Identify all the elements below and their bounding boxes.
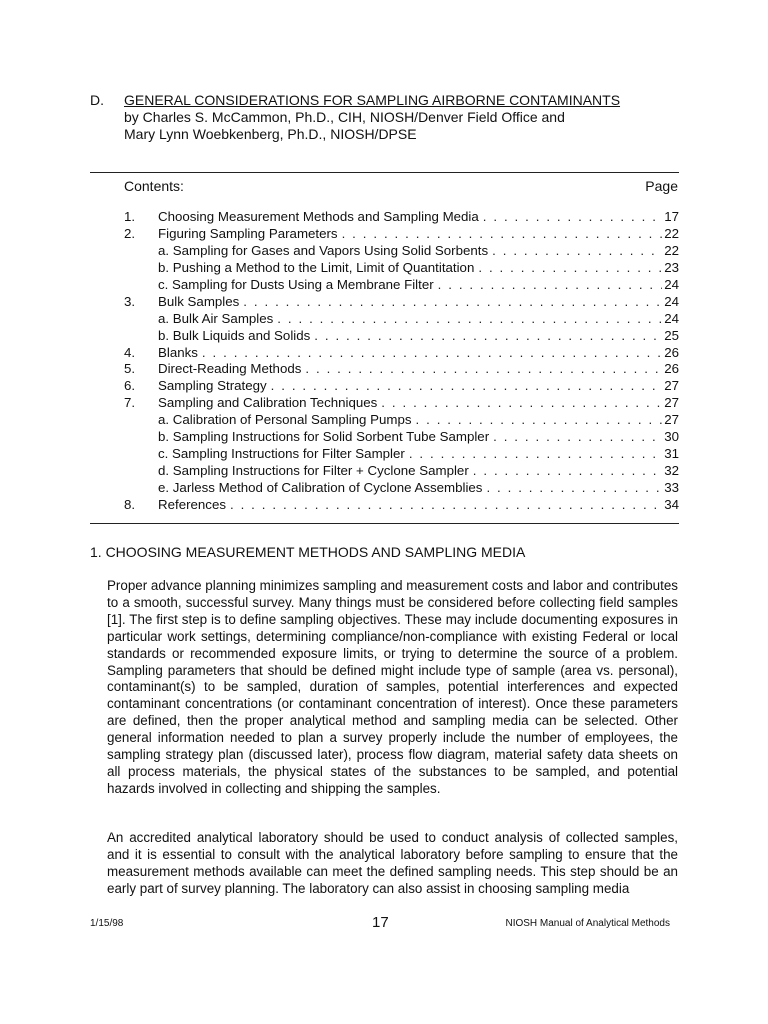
toc-leader-dots bbox=[438, 277, 663, 294]
toc-entry-number: 6. bbox=[124, 378, 136, 394]
toc-entry-title: Sampling and Calibration Techniques bbox=[158, 395, 378, 411]
toc-entry bbox=[124, 378, 679, 395]
toc-entry bbox=[124, 412, 679, 429]
toc-entry-number: 3. bbox=[124, 293, 136, 309]
toc-entry-page: 32 bbox=[664, 463, 679, 479]
toc-leader-dots bbox=[314, 328, 662, 345]
toc-entry bbox=[124, 497, 679, 514]
toc-entry-page: 24 bbox=[664, 293, 679, 309]
toc-entry-page: 30 bbox=[664, 429, 679, 445]
toc-entry-number: 4. bbox=[124, 344, 136, 360]
toc-leader-dots bbox=[342, 226, 663, 243]
authors-line-2: Mary Lynn Woebkenberg, Ph.D., NIOSH/DPSE bbox=[124, 126, 417, 142]
toc-entry bbox=[124, 243, 679, 260]
toc-leader-dots bbox=[473, 463, 662, 480]
toc-leader-dots bbox=[305, 361, 662, 378]
footer-date: 1/15/98 bbox=[90, 918, 124, 929]
toc-header bbox=[124, 178, 678, 195]
section-heading: GENERAL CONSIDERATIONS FOR SAMPLING AIRBORNE CONTAMINANTS bbox=[124, 92, 621, 108]
contents-label: Contents: bbox=[124, 178, 184, 194]
toc-entry-page: 27 bbox=[664, 378, 679, 394]
toc-entry-page: 27 bbox=[664, 395, 679, 411]
section-letter: D. bbox=[90, 92, 104, 108]
toc-entry-title: a. Calibration of Personal Sampling Pumps bbox=[158, 412, 412, 428]
page-footer bbox=[90, 914, 670, 934]
toc-entry-number: 5. bbox=[124, 361, 136, 377]
toc-entry-title: Direct-Reading Methods bbox=[158, 361, 302, 377]
toc-entry-page: 17 bbox=[664, 209, 679, 224]
toc-entry-title: Blanks bbox=[158, 344, 198, 360]
toc-leader-dots bbox=[202, 345, 662, 362]
toc-leader-dots bbox=[381, 395, 662, 412]
toc-entry bbox=[124, 345, 679, 362]
toc-entry-title: Choosing Measurement Methods and Sampling Media bbox=[158, 209, 479, 224]
toc-entry-page: 31 bbox=[664, 446, 679, 462]
toc-entry-title: Figuring Sampling Parameters bbox=[158, 225, 338, 241]
toc-entry-number: 7. bbox=[124, 395, 136, 411]
toc-entry bbox=[124, 277, 679, 294]
toc-entry bbox=[124, 311, 679, 328]
toc-entry-number: 8. bbox=[124, 496, 136, 512]
toc-entry bbox=[124, 226, 679, 243]
toc-entry bbox=[124, 429, 679, 446]
toc-entry-title: References bbox=[158, 496, 226, 512]
toc-leader-dots bbox=[486, 480, 662, 497]
toc-entry-page: 26 bbox=[664, 361, 679, 377]
toc-entry-title: d. Sampling Instructions for Filter + Cyclone Sampler bbox=[158, 463, 469, 479]
toc-entry-title: c. Sampling Instructions for Filter Sampler bbox=[158, 446, 405, 462]
toc-entry-number: 1. bbox=[124, 209, 136, 224]
toc-entry-title: Bulk Samples bbox=[158, 293, 240, 309]
toc-entry bbox=[124, 463, 679, 480]
toc-entry bbox=[124, 260, 679, 277]
toc-entry-title: a. Sampling for Gases and Vapors Using Solid Sorbents bbox=[158, 242, 489, 258]
paragraph: An accredited analytical laboratory should be used to conduct analysis of collected samples, and it is essential to consult with the analytical laboratory before sampling to ensure that the measurement methods available can meet the defined sampling needs. This step should be an early part of survey planning. The laboratory can also assist in choosing sampling media bbox=[107, 830, 678, 896]
toc-entry-page: 22 bbox=[664, 225, 679, 241]
toc-entry-title: b. Pushing a Method to the Limit, Limit of Quantitation bbox=[158, 259, 475, 275]
toc-leader-dots bbox=[416, 412, 663, 429]
toc-leader-dots bbox=[409, 446, 662, 463]
toc-leader-dots bbox=[243, 294, 662, 311]
toc-entry-page: 33 bbox=[664, 480, 679, 495]
toc-leader-dots bbox=[478, 260, 662, 277]
toc-entry-title: a. Bulk Air Samples bbox=[158, 310, 274, 326]
bottom-divider bbox=[90, 523, 679, 524]
toc-leader-dots bbox=[271, 378, 663, 395]
toc-leader-dots bbox=[492, 243, 662, 260]
paragraph: Proper advance planning minimizes sampling and measurement costs and labor and contributes to a smooth, successful survey. Many things must be considered before collecting field samples [1]. The first step is to define sampling objectives. These may include documenting exposures in particular work settings, determining compliance/non-compliance with existing Federal or local standards or recommended exposure limits, or trying to determine the source of a problem. Sampling parameters that should be defined might include type of sample (area vs. personal), contaminant(s) to be sampled, duration of samples, potential interferences and expected contaminant concentrations (or contaminant concentration of interest). Once these parameters are defined, then the proper analytical method and sampling media can be selected. Other general information needed to plan a survey properly include the number of employees, the sampling strategy plan (discussed later), process flow diagram, material safety data sheets on all process materials, the physical states of the substances to be sampled, and potential hazards involved in collecting and shipping the samples. bbox=[107, 578, 678, 796]
toc-entry bbox=[124, 395, 679, 412]
toc-entry bbox=[124, 480, 679, 497]
toc-entry-page: 24 bbox=[664, 310, 679, 326]
toc-entry-page: 26 bbox=[664, 344, 679, 360]
page-column-label: Page bbox=[645, 178, 678, 194]
toc-entry-title: e. Jarless Method of Calibration of Cyclone Assemblies bbox=[158, 480, 483, 495]
toc-entry-page: 22 bbox=[664, 242, 679, 258]
toc-entry bbox=[124, 209, 679, 226]
toc-entry-title: b. Bulk Liquids and Solids bbox=[158, 327, 311, 343]
footer-manual-title: NIOSH Manual of Analytical Methods bbox=[505, 918, 670, 929]
authors-line-1: by Charles S. McCammon, Ph.D., CIH, NIOSH/Denver Field Office and bbox=[124, 109, 565, 125]
page-number: 17 bbox=[372, 914, 389, 931]
toc-leader-dots bbox=[483, 209, 662, 226]
toc-entry bbox=[124, 446, 679, 463]
toc-entry-page: 34 bbox=[664, 496, 679, 512]
toc-leader-dots bbox=[493, 429, 662, 446]
toc-entry-title: Sampling Strategy bbox=[158, 378, 267, 394]
toc-entry bbox=[124, 328, 679, 345]
table-of-contents bbox=[124, 209, 679, 514]
toc-leader-dots bbox=[230, 497, 662, 514]
toc-entry bbox=[124, 294, 679, 311]
body-section-title: 1. CHOOSING MEASUREMENT METHODS AND SAMPLING MEDIA bbox=[90, 544, 526, 560]
toc-entry-page: 25 bbox=[664, 327, 679, 343]
toc-entry-page: 27 bbox=[664, 412, 679, 428]
toc-entry-title: c. Sampling for Dusts Using a Membrane Filter bbox=[158, 276, 434, 292]
toc-leader-dots bbox=[277, 311, 662, 328]
toc-entry-title: b. Sampling Instructions for Solid Sorbent Tube Sampler bbox=[158, 429, 490, 445]
toc-entry bbox=[124, 361, 679, 378]
toc-entry-page: 23 bbox=[664, 259, 679, 275]
top-divider bbox=[90, 172, 679, 173]
toc-entry-number: 2. bbox=[124, 225, 136, 241]
toc-entry-page: 24 bbox=[664, 276, 679, 292]
